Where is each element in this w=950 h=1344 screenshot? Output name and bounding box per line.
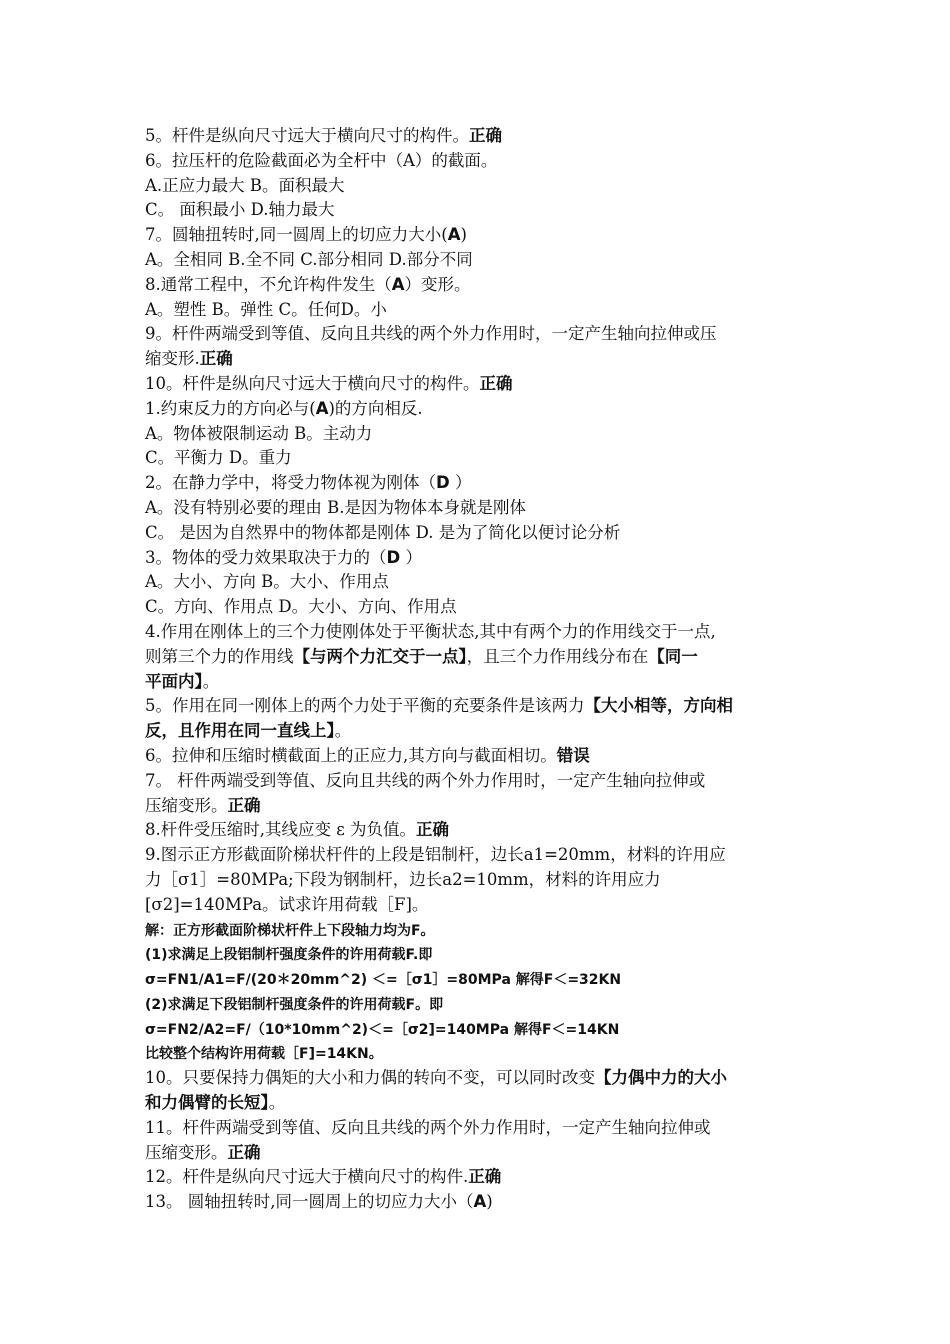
question-text: 9。杆件两端受到等值、反向且共线的两个外力作用时，一定产生轴向拉伸或压 bbox=[145, 324, 717, 344]
text-line bbox=[145, 620, 845, 645]
question-text: ） bbox=[400, 547, 422, 567]
question-text: 。 bbox=[202, 671, 220, 691]
answer-text: σ=FN2/A2=F/（10*10mm^2)＜=［σ2]=140MPa 解得F＜=14KN bbox=[145, 1021, 620, 1038]
answer-text: A bbox=[315, 398, 329, 418]
answer-text: 【力偶中力的大小 bbox=[595, 1068, 727, 1088]
answer-text: 正确 bbox=[469, 126, 502, 145]
text-line bbox=[145, 273, 845, 298]
text-line bbox=[145, 1017, 845, 1042]
text-line bbox=[145, 174, 845, 199]
question-text: C。 是因为自然界中的物体都是刚体 D. 是为了简化以便讨论分析 bbox=[145, 522, 621, 542]
question-text: 4.作用在刚体上的三个力使刚体处于平衡状态,其中有两个力的作用线交于一点, bbox=[145, 621, 716, 641]
question-text: 5。作用在同一刚体上的两个力处于平衡的充要条件是该两力 bbox=[145, 696, 585, 716]
question-text: 缩变形. bbox=[145, 349, 200, 369]
text-line bbox=[145, 967, 845, 992]
answer-text: 正确 bbox=[227, 1142, 261, 1162]
text-line bbox=[145, 397, 845, 422]
answer-text: A bbox=[391, 274, 405, 294]
question-text: ）变形。 bbox=[404, 274, 471, 294]
question-text: 压缩变形。 bbox=[145, 1142, 228, 1162]
text-line bbox=[145, 818, 845, 843]
question-text: 力［σ1］=80MPa;下段为钢制杆，边长a2=10mm，材料的许用应力 bbox=[145, 869, 661, 889]
question-text: 压缩变形。 bbox=[145, 795, 228, 815]
text-line bbox=[145, 794, 845, 819]
question-text: 。 bbox=[268, 1093, 286, 1113]
text-line bbox=[145, 1141, 845, 1166]
text-line bbox=[145, 1066, 845, 1091]
text-line bbox=[145, 694, 845, 719]
question-text: 则第三个力的作用线 bbox=[145, 646, 294, 666]
answer-text: A bbox=[447, 225, 461, 245]
question-text: 10。杆件是纵向尺寸远大于横向尺寸的构件。 bbox=[145, 373, 480, 393]
text-line bbox=[145, 1190, 845, 1215]
text-line bbox=[145, 595, 845, 620]
text-line bbox=[145, 422, 845, 447]
question-text: 1.约束反力的方向必与( bbox=[145, 398, 316, 418]
text-line bbox=[145, 843, 845, 868]
question-text: A。塑性 B。弹性 C。任何D。小 bbox=[145, 299, 387, 319]
question-text: 13。 圆轴扭转时,同一圆周上的切应力大小（ bbox=[145, 1192, 474, 1212]
text-line bbox=[145, 942, 845, 967]
question-text: 2。在静力学中，将受力物体视为刚体（ bbox=[145, 473, 436, 493]
question-text: 8.杆件受压缩时,其线应变 ε 为负值。 bbox=[145, 820, 417, 840]
question-text: ) bbox=[460, 225, 467, 245]
question-text: )的方向相反. bbox=[328, 398, 423, 418]
question-text: 12。杆件是纵向尺寸远大于横向尺寸的构件. bbox=[145, 1167, 469, 1187]
text-line bbox=[145, 124, 845, 149]
text-line bbox=[145, 918, 845, 943]
text-line bbox=[145, 496, 845, 521]
answer-text: D bbox=[386, 547, 401, 567]
question-text: C。 面积最小 D.轴力最大 bbox=[145, 200, 335, 220]
answer-text: σ=FN1/A1=F/(20＊20mm^2) ＜=［σ1］=80MPa 解得F＜=32KN bbox=[145, 972, 622, 989]
answer-text: 正确 bbox=[199, 349, 233, 369]
question-text: [σ2]=140MPa。试求许用荷载［F]。 bbox=[145, 894, 429, 914]
question-text: 9.图示正方形截面阶梯状杆件的上段是铝制杆，边长a1=20mm，材料的许用应 bbox=[145, 845, 726, 865]
question-text: A。全相同 B.全不同 C.部分相同 D.部分不同 bbox=[145, 249, 473, 269]
question-text: A.正应力最大 B。面积最大 bbox=[145, 175, 345, 195]
text-line bbox=[145, 645, 845, 670]
text-line bbox=[145, 1165, 845, 1190]
answer-text: (2)求满足下段铝制杆强度条件的许用荷载F。即 bbox=[145, 996, 444, 1013]
text-line bbox=[145, 893, 845, 918]
document-body bbox=[145, 124, 845, 1215]
question-text: 6。拉压杆的危险截面必为全杆中（A）的截面。 bbox=[145, 150, 498, 170]
answer-text: 解：正方形截面阶梯状杆件上下段轴力均为F。 bbox=[145, 922, 435, 939]
text-line bbox=[145, 372, 845, 397]
text-line bbox=[145, 1041, 845, 1066]
answer-text: 正确 bbox=[468, 1167, 502, 1187]
text-line bbox=[145, 570, 845, 595]
question-text: 。 bbox=[334, 721, 352, 741]
text-line bbox=[145, 223, 845, 248]
text-line bbox=[145, 719, 845, 744]
question-text: 3。物体的受力效果取决于力的（ bbox=[145, 547, 387, 567]
answer-text: 错误 bbox=[556, 745, 590, 765]
answer-text: 【同一 bbox=[648, 646, 698, 666]
text-line bbox=[145, 198, 845, 223]
question-text: A。没有特别必要的理由 B.是因为物体本身就是刚体 bbox=[145, 497, 527, 517]
question-text: 7。 杆件两端受到等值、反向且共线的两个外力作用时，一定产生轴向拉伸或 bbox=[145, 770, 706, 790]
question-text: ） bbox=[449, 473, 472, 493]
text-line bbox=[145, 744, 845, 769]
question-text: 8.通常工程中，不允许构件发生（ bbox=[145, 274, 392, 294]
question-text: 5。杆件是纵向尺寸远大于横向尺寸的构件。 bbox=[145, 126, 469, 145]
answer-text: 【大小相等，方向相 bbox=[584, 696, 733, 716]
question-text: 7。圆轴扭转时,同一圆周上的切应力大小( bbox=[145, 225, 448, 245]
question-text: 6。拉伸和压缩时横截面上的正应力,其方向与截面相切。 bbox=[145, 745, 557, 765]
answer-text: (1)求满足上段铝制杆强度条件的许用荷载F.即 bbox=[145, 947, 433, 964]
text-line bbox=[145, 868, 845, 893]
question-text: A。大小、方向 B。大小、作用点 bbox=[145, 572, 389, 592]
text-line bbox=[145, 298, 845, 323]
text-line bbox=[145, 446, 845, 471]
text-line bbox=[145, 769, 845, 794]
answer-text: A bbox=[473, 1192, 487, 1212]
question-text: 11。杆件两端受到等值、反向且共线的两个外力作用时，一定产生轴向拉伸或 bbox=[145, 1117, 711, 1137]
text-line bbox=[145, 347, 845, 372]
text-line bbox=[145, 670, 845, 695]
question-text: 10。只要保持力偶矩的大小和力偶的转向不变，可以同时改变 bbox=[145, 1068, 595, 1088]
text-line bbox=[145, 248, 845, 273]
answer-text: 正确 bbox=[227, 795, 261, 815]
text-line bbox=[145, 521, 845, 546]
text-line bbox=[145, 1116, 845, 1141]
text-line bbox=[145, 1091, 845, 1116]
answer-text: 反，且作用在同一直线上】 bbox=[145, 721, 335, 741]
text-line bbox=[145, 471, 845, 496]
answer-text: 平面内】 bbox=[145, 671, 203, 691]
answer-text: 正确 bbox=[479, 373, 513, 393]
answer-text: D bbox=[436, 473, 450, 493]
question-text: C。方向、作用点 D。大小、方向、作用点 bbox=[145, 597, 457, 617]
question-text: ) bbox=[486, 1192, 493, 1212]
text-line bbox=[145, 322, 845, 347]
answer-text: 正确 bbox=[416, 820, 450, 840]
answer-text: 和力偶臂的长短】 bbox=[145, 1093, 269, 1113]
text-line bbox=[145, 992, 845, 1017]
answer-text: 比较整个结构许用荷载［F]=14KN。 bbox=[145, 1046, 383, 1063]
answer-text: 【与两个力汇交于一点】 bbox=[293, 646, 467, 666]
text-line bbox=[145, 546, 845, 571]
question-text: A。物体被限制运动 B。主动力 bbox=[145, 423, 373, 443]
question-text: C。平衡力 D。重力 bbox=[145, 448, 292, 468]
text-line bbox=[145, 149, 845, 174]
question-text: ，且三个力作用线分布在 bbox=[466, 646, 649, 666]
